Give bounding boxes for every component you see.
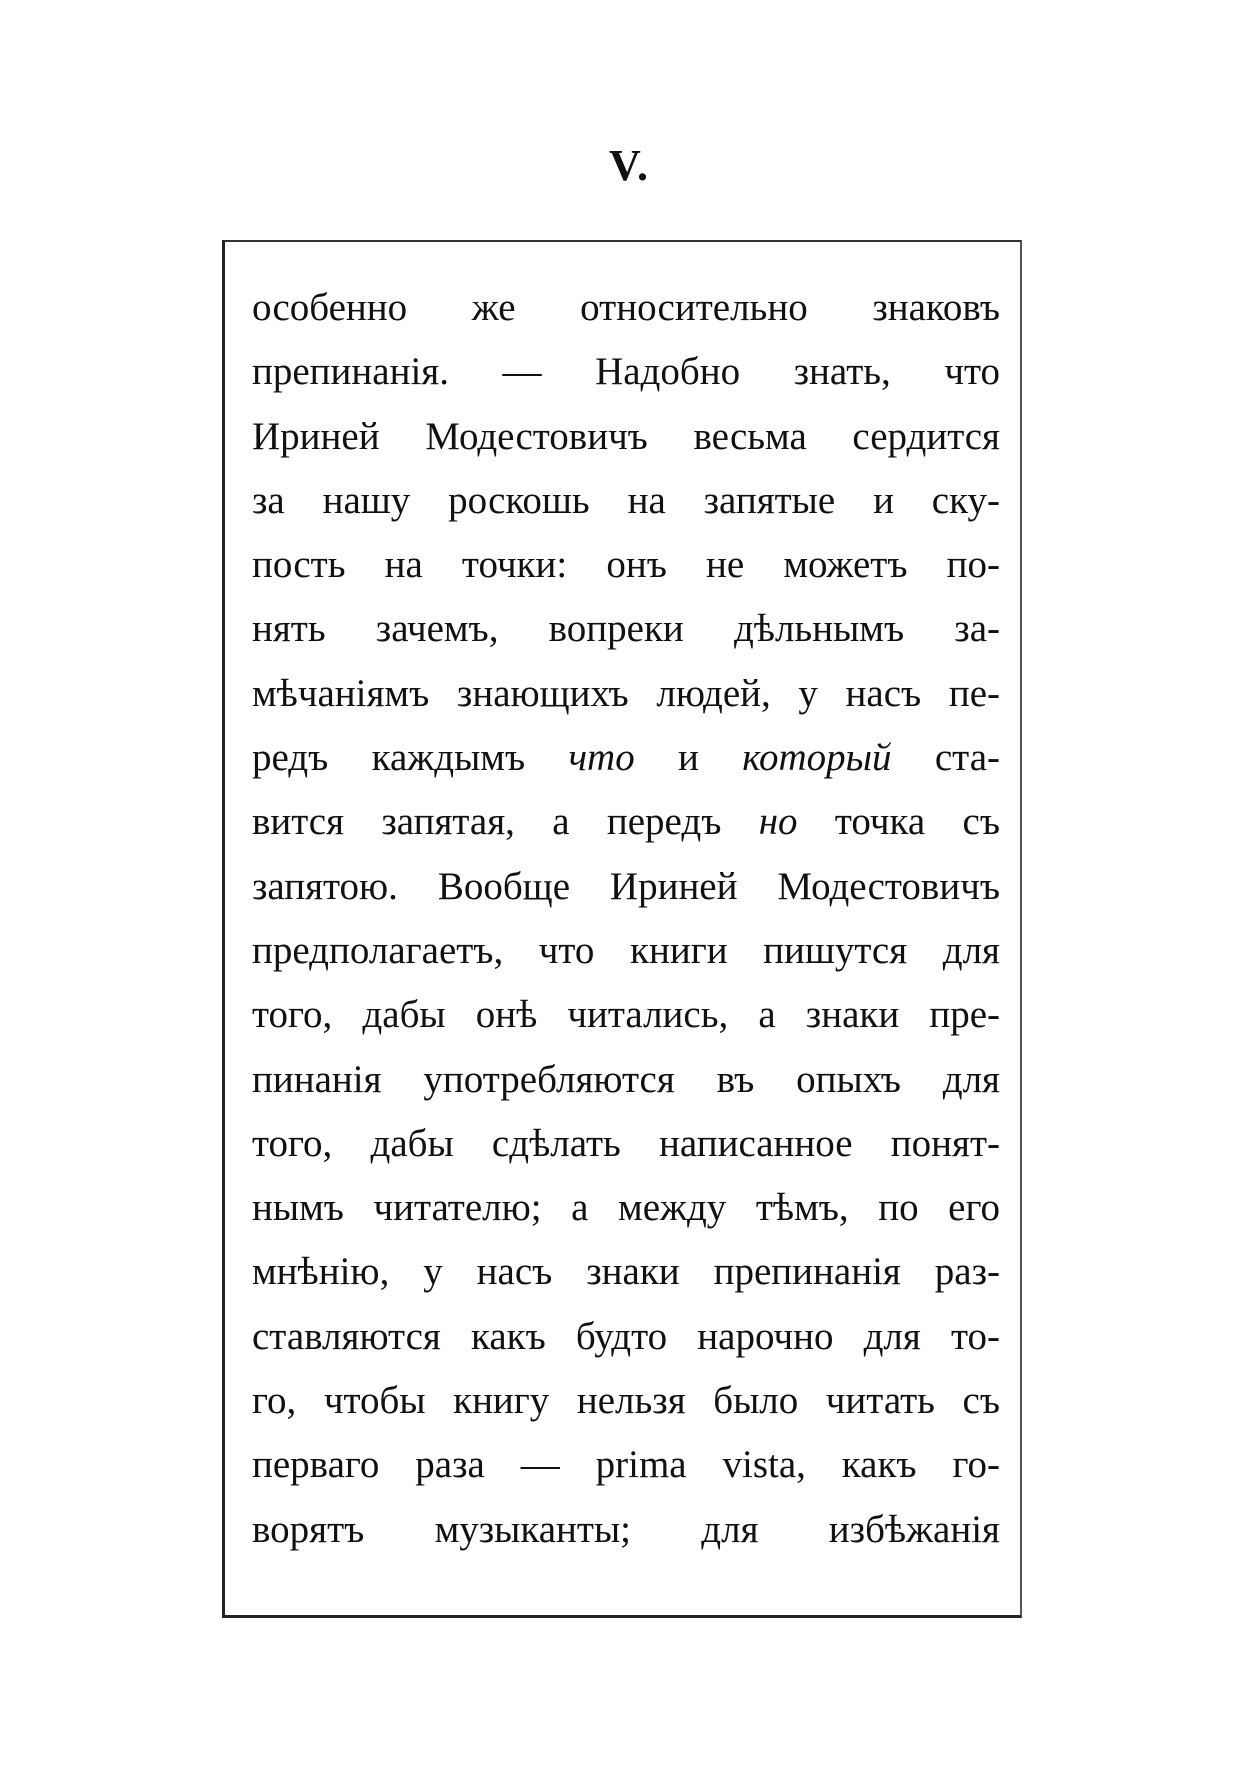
text-line: запятою. Вообще Ириней Модестовичъ: [252, 864, 1000, 908]
text-line: того, дабы онѣ читались, а знаки пре-: [252, 993, 1000, 1037]
text-line-mixed: [252, 790, 1000, 854]
text-run: вится запятая, а передъ: [252, 800, 722, 844]
page-number: V.: [608, 141, 651, 190]
italic-word: но: [758, 800, 798, 844]
text-line: препинанія. — Надобно знать, что: [252, 350, 1000, 394]
text-line: предполагаетъ, что книги пишутся для: [252, 928, 1000, 972]
italic-word: который: [742, 736, 892, 780]
text-line: мнѣнію, у насъ знаки препинанія раз-: [252, 1250, 1000, 1294]
text-run: и: [678, 736, 699, 780]
text-line: ворятъ музыканты; для избѣжанія: [252, 1507, 1000, 1551]
text-line: за нашу роскошь на запятые и ску-: [252, 478, 1000, 522]
text-run: редъ каждымъ: [252, 736, 526, 780]
body-text: [252, 276, 1000, 1562]
text-line: пинанія употребляются въ опыхъ для: [252, 1057, 1000, 1101]
text-line: го, чтобы книгу нельзя было читать съ: [252, 1379, 1000, 1423]
text-line: нять зачемъ, вопреки дѣльнымъ за-: [252, 607, 1000, 651]
text-line: перваго раза — prima vista, какъ го-: [252, 1443, 1000, 1487]
text-line: Ириней Модестовичъ весьма сердится: [252, 414, 1000, 458]
text-line: мѣчаніямъ знающихъ людей, у насъ пе-: [252, 671, 1000, 715]
text-line: пость на точки: онъ не можетъ по-: [252, 543, 1000, 587]
text-line: особенно же относительно знаковъ: [252, 286, 1000, 329]
text-line-mixed: [252, 726, 1000, 790]
italic-word: что: [568, 736, 635, 780]
text-run: ста-: [934, 736, 1001, 780]
text-line: того, дабы сдѣлать написанное понят-: [252, 1121, 1000, 1165]
text-line: нымъ читателю; а между тѣмъ, по его: [252, 1186, 1000, 1230]
text-line: ставляются какъ будто нарочно для то-: [252, 1314, 1000, 1358]
text-run: точка съ: [834, 800, 1000, 844]
